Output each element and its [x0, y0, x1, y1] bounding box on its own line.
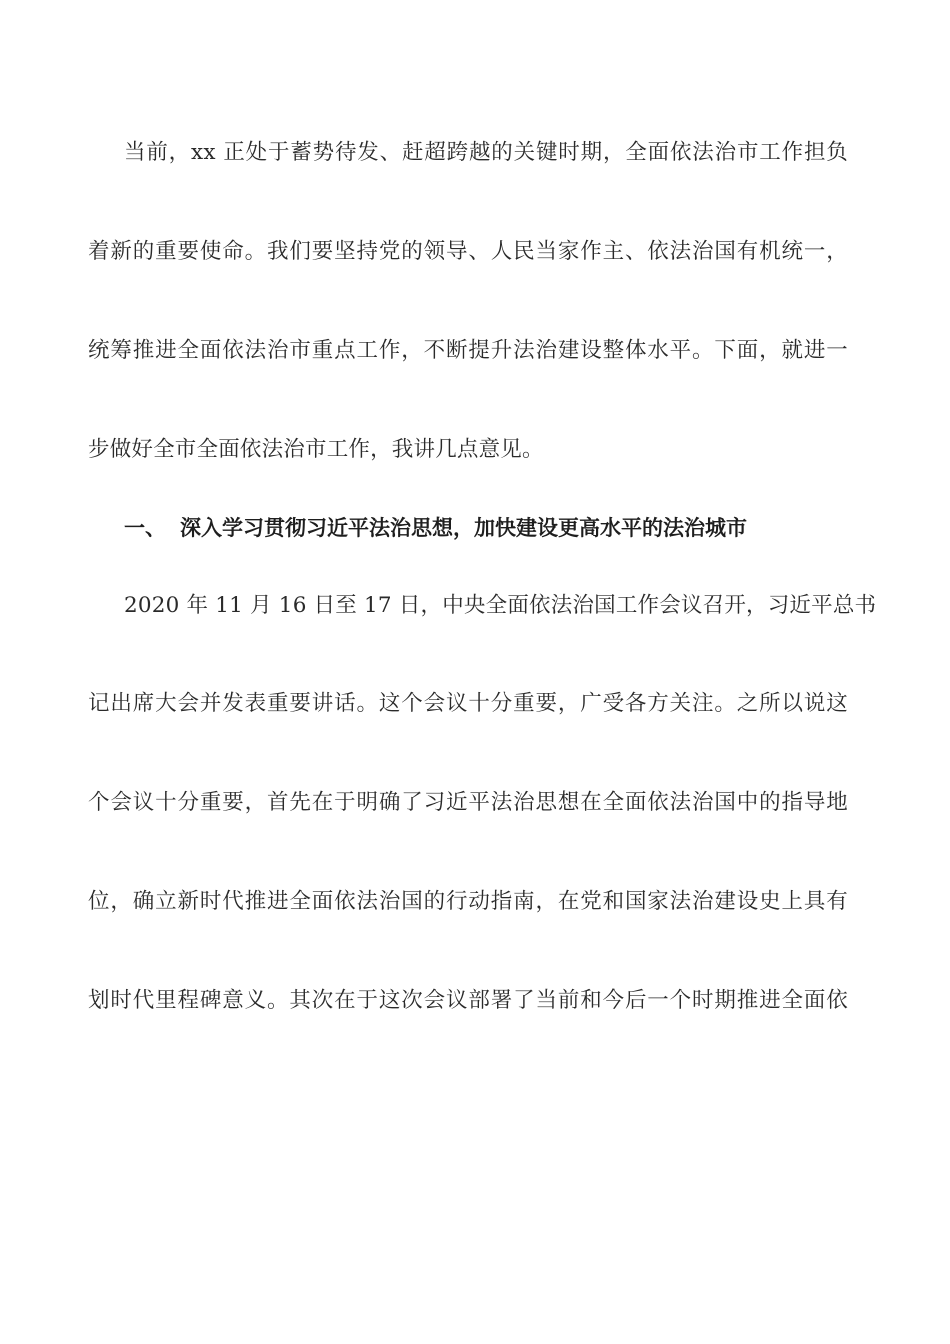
paragraph-2-line-3: 个会议十分重要，首先在于明确了习近平法治思想在全面依法治国中的指导地 [88, 790, 848, 815]
paragraph-1-line-2: 着新的重要使命。我们要坚持党的领导、人民当家作主、依法治国有机统一， [88, 239, 848, 264]
paragraph-2-line-1: 2020 年 11 月 16 日至 17 日，中央全面依法治国工作会议召开，习近平总书 [124, 593, 877, 618]
paragraph-1-line-3: 统筹推进全面依法治市重点工作，不断提升法治建设整体水平。下面，就进一 [88, 338, 848, 363]
paragraph-2-line-4: 位，确立新时代推进全面依法治国的行动指南，在党和国家法治建设史上具有 [88, 889, 848, 914]
paragraph-2-line-5: 划时代里程碑意义。其次在于这次会议部署了当前和今后一个时期推进全面依 [88, 988, 848, 1013]
paragraph-2-line-2: 记出席大会并发表重要讲话。这个会议十分重要，广受各方关注。之所以说这 [88, 691, 848, 716]
section-number: 一、 [124, 515, 166, 540]
paragraph-1-line-1: 当前，xx 正处于蓄势待发、赶超跨越的关键时期，全面依法治市工作担负 [124, 140, 848, 165]
section-title: 深入学习贯彻习近平法治思想，加快建设更高水平的法治城市 [180, 515, 747, 540]
section-heading [124, 513, 848, 543]
paragraph-1-line-4: 步做好全市全面依法治市工作，我讲几点意见。 [88, 437, 544, 462]
